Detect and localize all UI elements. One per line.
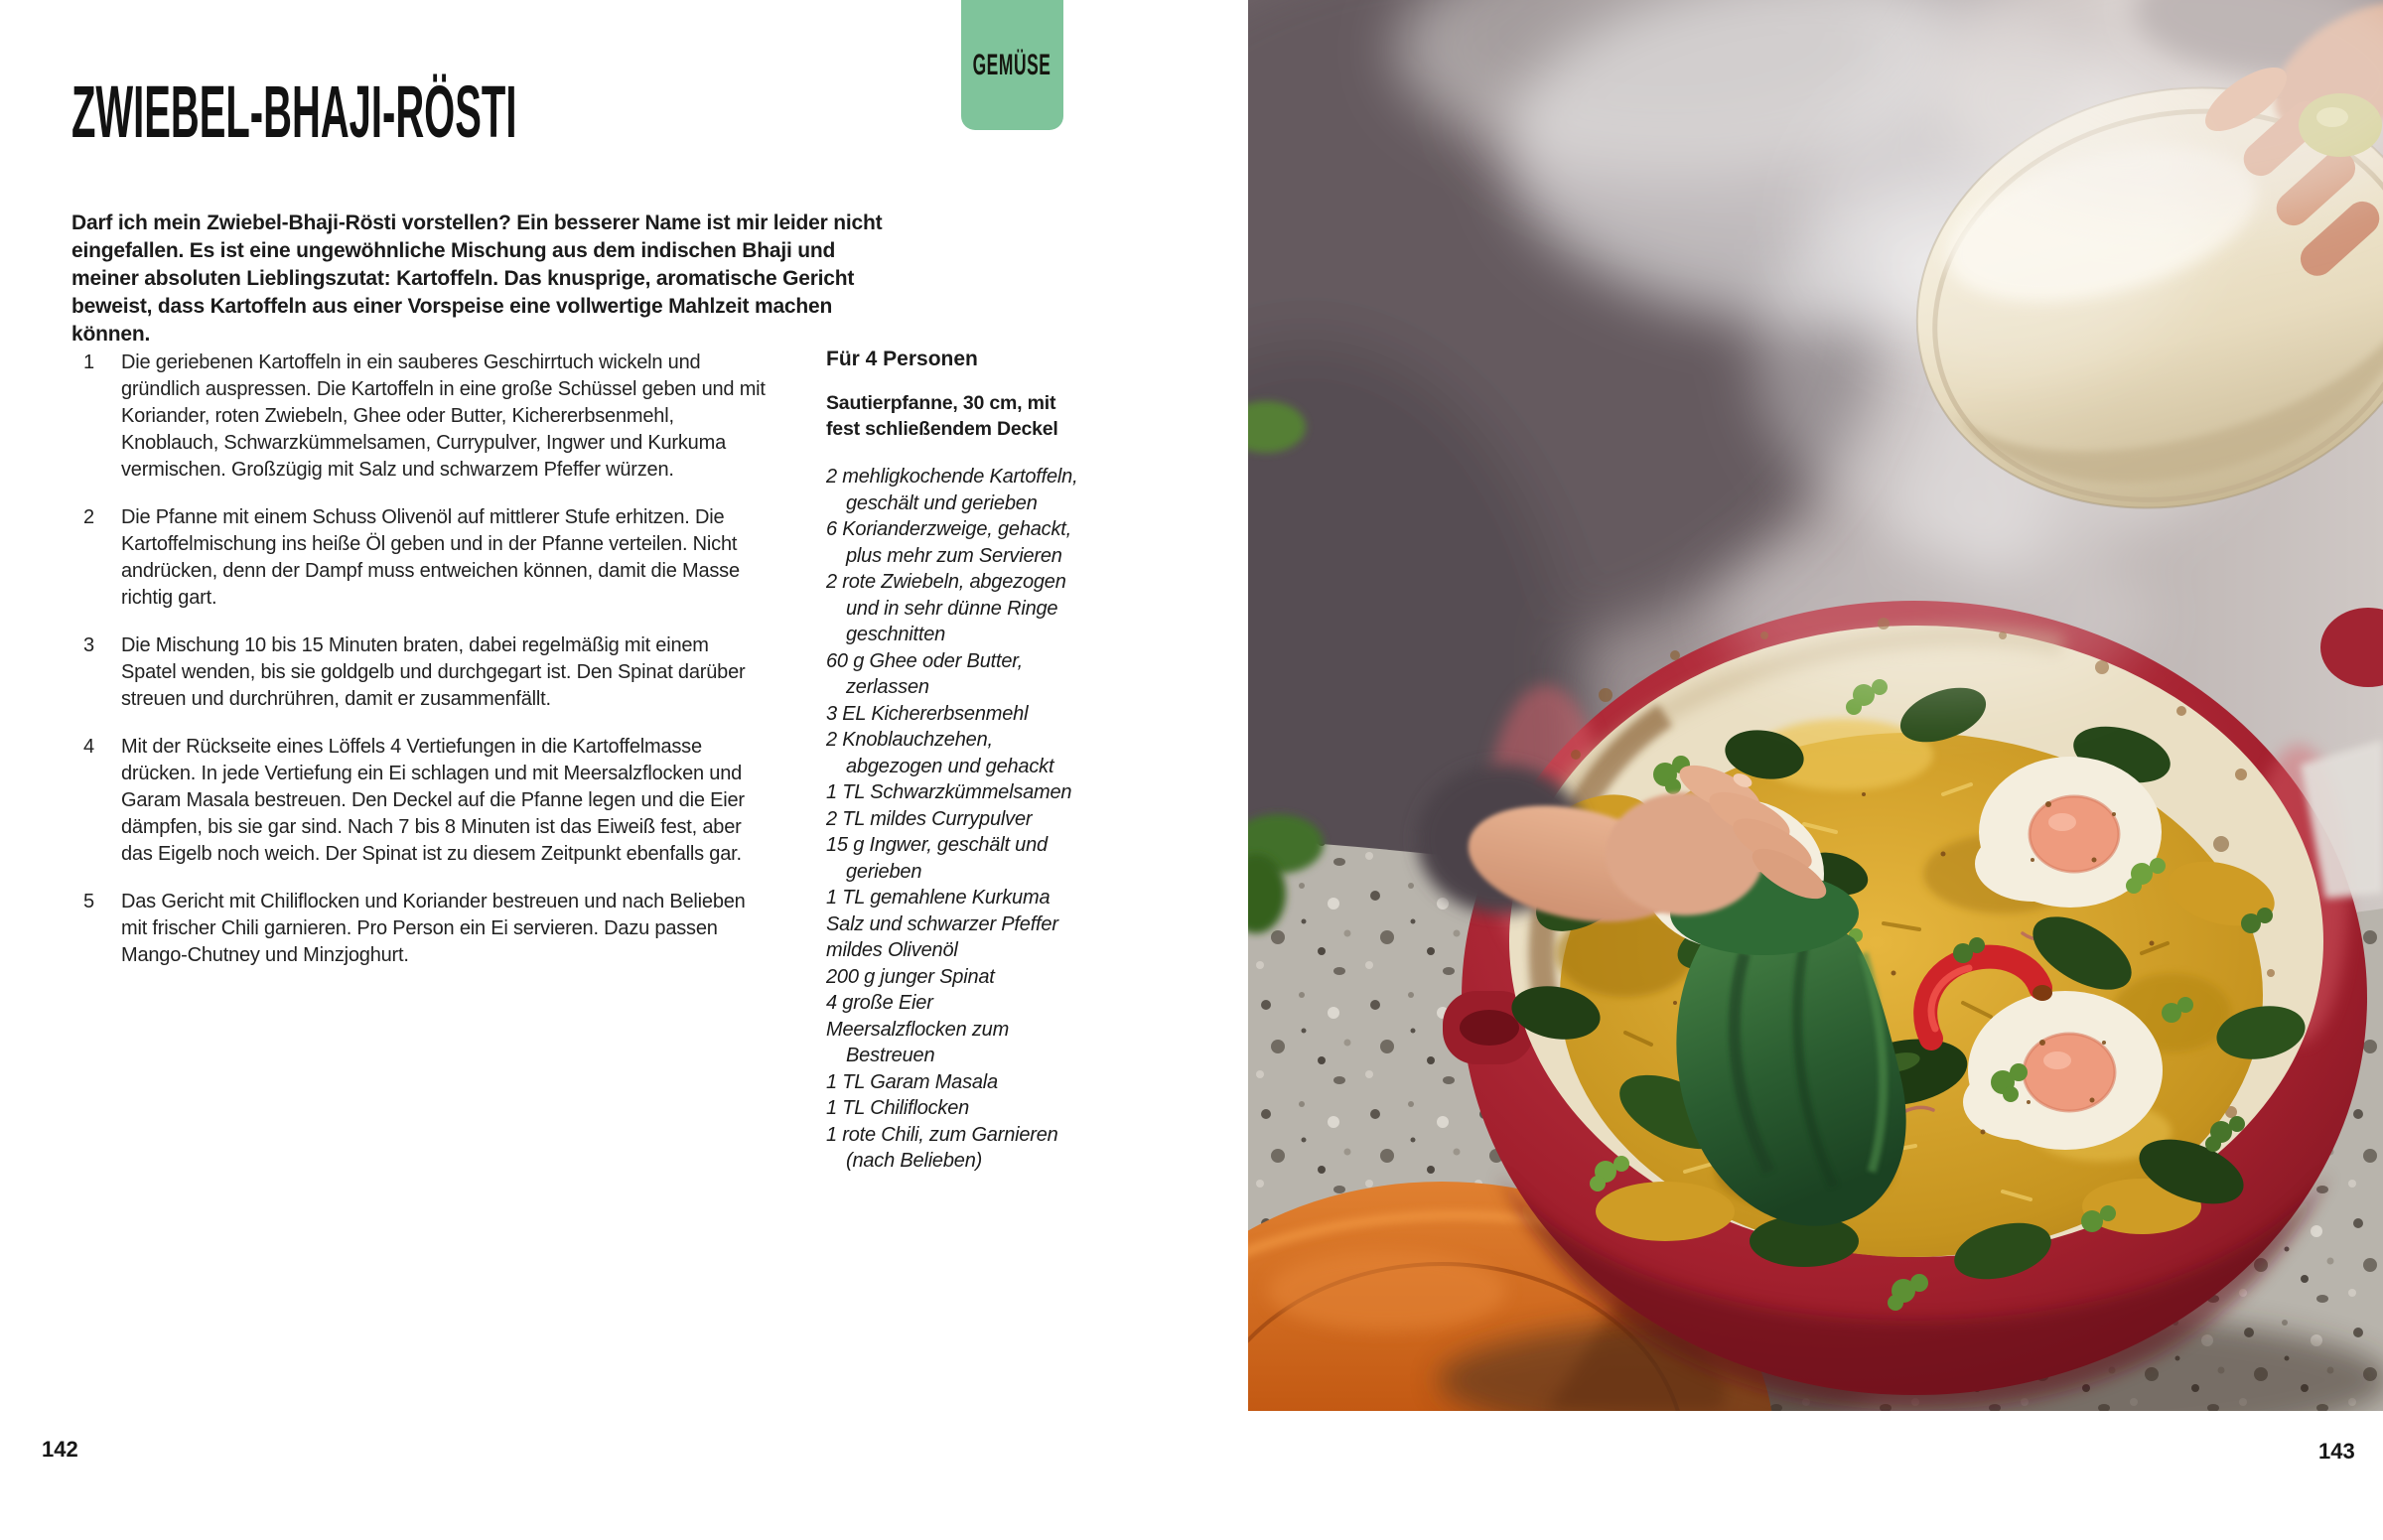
ingredient-item: 4 große Eier (826, 992, 933, 1014)
ingredient-item: 1 TL Chiliflocken (826, 1097, 970, 1119)
ingredient-item: 15 g Ingwer, geschält und gerieben (826, 834, 1048, 883)
step-item (71, 889, 767, 969)
ingredient-list (826, 464, 1086, 1175)
ingredient-item: mildes Olivenöl (826, 939, 958, 961)
step-text: Die Mischung 10 bis 15 Minuten braten, dabei regelmäßig mit einem Spatel wenden, bis sie goldgelb und durchgegart ist. Den Spinat darüber streuen und durchrühren, damit er zusammenfällt. (121, 634, 746, 710)
step-number: 4 (83, 736, 95, 758)
step-item (71, 504, 767, 612)
serving-info: Für 4 Personen (826, 348, 978, 370)
step-item (71, 350, 767, 484)
category-tab-label: GEMÜSE (973, 48, 1051, 81)
step-number: 5 (83, 891, 95, 912)
ingredient-item: 60 g Ghee oder Butter, zerlassen (826, 649, 1023, 698)
ingredient-item: 1 TL Garam Masala (826, 1070, 998, 1093)
ingredient-item: Meersalzflocken zum Bestreuen (826, 1018, 1010, 1066)
step-number: 2 (83, 506, 95, 528)
page-number-right: 143 (2318, 1439, 2355, 1464)
ingredient-item: 1 TL Schwarzkümmelsamen (826, 781, 1072, 803)
step-text: Mit der Rückseite eines Löffels 4 Vertiefungen in die Kartoffelmasse drücken. In jede Vertiefung ein Ei schlagen und mit Meersalzflocken und Garam Masala bestreuen. Den Deckel auf die Pfanne legen und die Eier dämpfen, bis sie gar sind. Nach 7 bis 8 Minuten ist das Eiweiß fest, aber das Eigelb noch weich. Der Spinat ist zu diesem Zeitpunkt ebenfalls gar. (121, 736, 745, 865)
category-tab (961, 0, 1063, 130)
recipe-photo (1248, 0, 2383, 1411)
step-text: Die geriebenen Kartoffeln in ein sauberes Geschirrtuch wickeln und gründlich auspressen. Die Kartoffeln in eine große Schüssel geben und mit Koriander, roten Zwiebeln, Ghee oder Butter, Kichererbsenmehl, Knoblauch, Schwarzkümmelsamen, Currypulver, Ingwer und Kurkuma vermischen. Großzügig mit Salz und schwarzem Pfeffer würzen. (121, 351, 766, 481)
recipe-title: ZWIEBEL-BHAJI-RÖSTI (71, 70, 517, 153)
ingredient-item: 2 TL mildes Currypulver (826, 807, 1033, 830)
equipment-info: Sautierpfanne, 30 cm, mit fest schließendem Deckel (826, 392, 1058, 440)
ingredient-item: 2 rote Zwiebeln, abgezogen und in sehr dünne Ringe geschnitten (826, 571, 1066, 645)
ingredient-item: Salz und schwarzer Pfeffer (826, 912, 1058, 935)
ingredient-item: 1 rote Chili, zum Garnieren (nach Belieben) (826, 1123, 1058, 1172)
ingredient-item: 1 TL gemahlene Kurkuma (826, 887, 1051, 909)
ingredient-item: 2 mehligkochende Kartoffeln, geschält und gerieben (826, 466, 1078, 514)
step-item (71, 632, 767, 713)
ingredient-item: 3 EL Kichererbsenmehl (826, 702, 1029, 725)
page-number-left: 142 (42, 1437, 78, 1462)
step-number: 3 (83, 634, 95, 656)
ingredient-item: 6 Korianderzweige, gehackt, plus mehr zum Servieren (826, 518, 1071, 567)
recipe-intro: Darf ich mein Zwiebel-Bhaji-Rösti vorstellen? Ein besserer Name ist mir leider nicht eingefallen. Es ist eine ungewöhnliche Mischung aus dem indischen Bhaji und meiner absoluten Lieblingszutat: Kartoffeln. Das knusprige, aromatische Gericht beweist, dass Kartoffeln aus einer Vorspeise eine vollwertige Mahlzeit machen können. (71, 211, 883, 346)
ingredient-column (826, 348, 1086, 1175)
step-list (71, 350, 767, 990)
step-number: 1 (83, 351, 95, 373)
step-text: Die Pfanne mit einem Schuss Olivenöl auf mittlerer Stufe erhitzen. Die Kartoffelmischung ins heiße Öl geben und in der Pfanne verteilen. Nicht andrücken, denn der Dampf muss entweichen können, damit die Masse richtig gart. (121, 506, 740, 609)
ingredient-item: 200 g junger Spinat (826, 965, 995, 988)
step-text: Das Gericht mit Chiliflocken und Koriander bestreuen und nach Belieben mit frischer Chili garnieren. Pro Person ein Ei servieren. Dazu passen Mango-Chutney und Minzjoghurt. (121, 891, 746, 966)
ingredient-item: 2 Knoblauchzehen, abgezogen und gehackt (826, 729, 1054, 777)
step-item (71, 734, 767, 868)
